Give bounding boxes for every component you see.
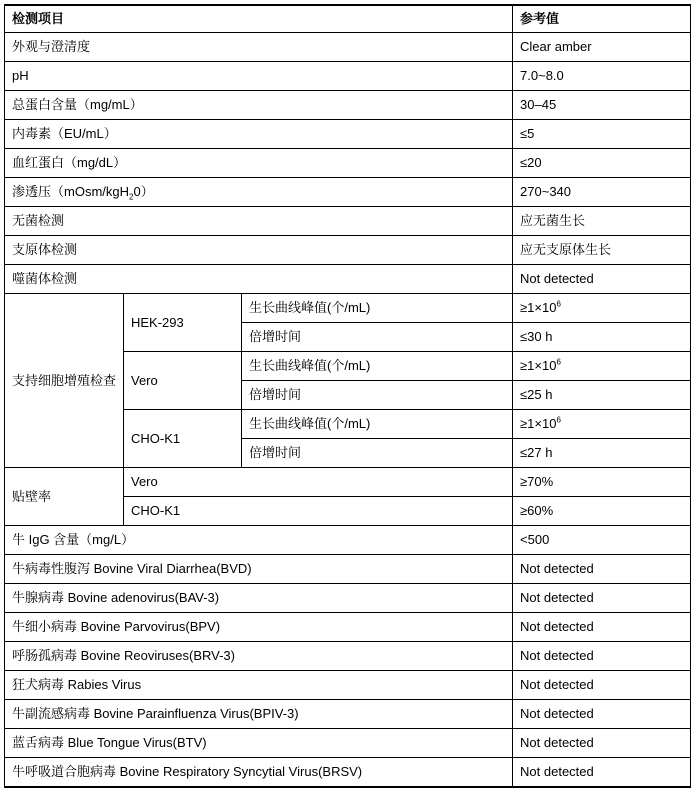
table-row — [5, 33, 691, 62]
value-cell: Not detected — [513, 758, 691, 788]
metric-label: 倍增时间 — [242, 439, 513, 468]
metric-label: 倍增时间 — [242, 381, 513, 410]
value-cell: 应无支原体生长 — [513, 236, 691, 265]
item-cell: 蓝舌病毒 Blue Tongue Virus(BTV) — [5, 729, 513, 758]
value-cell: ≤5 — [513, 120, 691, 149]
item-cell: 牛腺病毒 Bovine adenovirus(BAV-3) — [5, 584, 513, 613]
subscript: 2 — [129, 192, 134, 202]
value-cell: Not detected — [513, 729, 691, 758]
item-cell: 支原体检测 — [5, 236, 513, 265]
value-cell: Not detected — [513, 613, 691, 642]
value-cell: ≥70% — [513, 468, 691, 497]
table-row — [5, 149, 691, 178]
item-cell: 牛细小病毒 Bovine Parvovirus(BPV) — [5, 613, 513, 642]
table-row — [5, 62, 691, 91]
item-cell: 牛 IgG 含量（mg/L） — [5, 526, 513, 555]
table-row — [5, 526, 691, 555]
table-row — [5, 555, 691, 584]
table-row — [5, 468, 691, 497]
item-cell: 牛病毒性腹泻 Bovine Viral Diarrhea(BVD) — [5, 555, 513, 584]
table-row — [5, 265, 691, 294]
cell-line-name: CHO-K1 — [124, 497, 513, 526]
item-cell: 总蛋白含量（mg/mL） — [5, 91, 513, 120]
value-cell: Not detected — [513, 671, 691, 700]
value-cell: <500 — [513, 526, 691, 555]
value-cell: Not detected — [513, 555, 691, 584]
metric-label: 生长曲线峰值(个/mL) — [242, 294, 513, 323]
value-cell: 7.0~8.0 — [513, 62, 691, 91]
table-row — [5, 729, 691, 758]
metric-label: 倍增时间 — [242, 323, 513, 352]
item-text: 渗透压（mOsm/kgH — [12, 184, 130, 199]
value-cell: ≤30 h — [513, 323, 691, 352]
value-cell — [513, 410, 691, 439]
peak-exponent: 6 — [556, 299, 561, 309]
table-row — [5, 671, 691, 700]
item-cell: 呼肠孤病毒 Bovine Reoviruses(BRV-3) — [5, 642, 513, 671]
table-row — [5, 120, 691, 149]
item-cell: 无菌检测 — [5, 207, 513, 236]
value-cell: ≤27 h — [513, 439, 691, 468]
value-cell: ≤20 — [513, 149, 691, 178]
item-text: 0） — [133, 184, 154, 199]
header-item: 检测项目 — [5, 5, 513, 33]
table-row — [5, 91, 691, 120]
value-cell: Clear amber — [513, 33, 691, 62]
item-cell: 牛副流感病毒 Bovine Parainfluenza Virus(BPIV-3) — [5, 700, 513, 729]
item-cell: 外观与澄清度 — [5, 33, 513, 62]
cell-line-name: Vero — [124, 468, 513, 497]
value-cell: Not detected — [513, 265, 691, 294]
cell-line-name: HEK-293 — [124, 294, 242, 352]
table-row — [5, 584, 691, 613]
metric-label: 生长曲线峰值(个/mL) — [242, 352, 513, 381]
peak-exponent: 6 — [556, 357, 561, 367]
header-row — [5, 5, 691, 33]
value-cell: Not detected — [513, 700, 691, 729]
item-cell — [5, 178, 513, 207]
cell-line-name: CHO-K1 — [124, 410, 242, 468]
item-cell: 血红蛋白（mg/dL） — [5, 149, 513, 178]
cell-line-name: Vero — [124, 352, 242, 410]
table-row — [5, 178, 691, 207]
peak-exponent: 6 — [556, 415, 561, 425]
value-cell: ≥60% — [513, 497, 691, 526]
item-cell: 牛呼吸道合胞病毒 Bovine Respiratory Syncytial Virus(BRSV) — [5, 758, 513, 788]
table-row — [5, 207, 691, 236]
item-cell: 噬菌体检测 — [5, 265, 513, 294]
adherence-label: 贴壁率 — [5, 468, 124, 526]
growth-label: 支持细胞增殖检查 — [5, 294, 124, 468]
item-cell: 内毒素（EU/mL） — [5, 120, 513, 149]
peak-base: ≥1×10 — [520, 358, 557, 373]
table-row — [5, 700, 691, 729]
value-cell — [513, 352, 691, 381]
spec-table — [4, 4, 691, 788]
table-row — [5, 758, 691, 788]
table-row — [5, 642, 691, 671]
item-cell: pH — [5, 62, 513, 91]
value-cell: ≤25 h — [513, 381, 691, 410]
table-row — [5, 294, 691, 323]
value-cell: Not detected — [513, 642, 691, 671]
value-cell: 应无菌生长 — [513, 207, 691, 236]
value-cell: Not detected — [513, 584, 691, 613]
peak-base: ≥1×10 — [520, 416, 557, 431]
table-row — [5, 236, 691, 265]
table-row — [5, 613, 691, 642]
item-cell: 狂犬病毒 Rabies Virus — [5, 671, 513, 700]
peak-base: ≥1×10 — [520, 300, 557, 315]
header-ref: 参考值 — [513, 5, 691, 33]
value-cell: 30–45 — [513, 91, 691, 120]
value-cell — [513, 294, 691, 323]
value-cell: 270~340 — [513, 178, 691, 207]
metric-label: 生长曲线峰值(个/mL) — [242, 410, 513, 439]
